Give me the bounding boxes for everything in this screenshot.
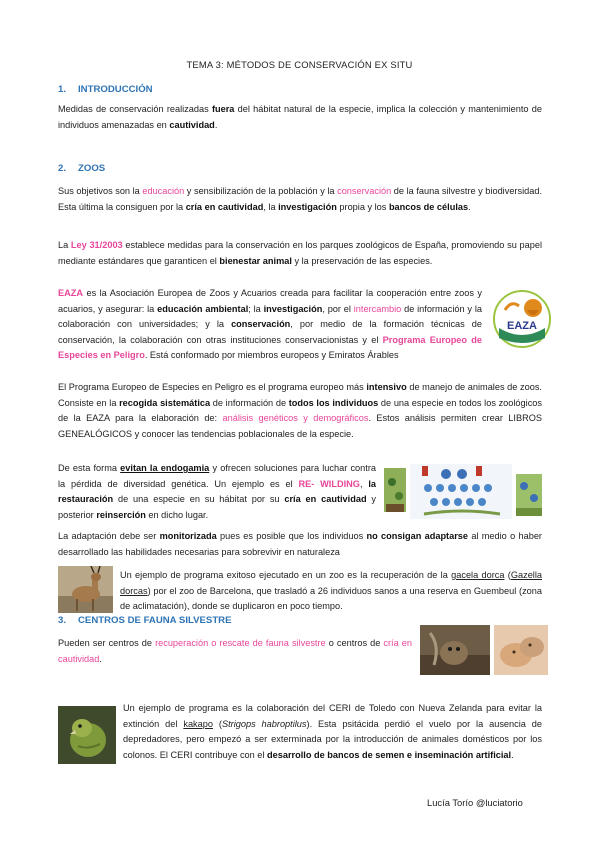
gazelle-photo — [58, 566, 113, 613]
programa-europeo-paragraph: El Programa Europeo de Especies en Peligro es el programa europeo más intensivo de manejo de animales de zoos. Consiste en la recogida sistemática de información de todos los individuos de una especie en todos los zoológicos de la EAZA para la elaboración de: análisis genéticos y demográficos. Estos análisis permiten crear LIBROS GENEALÓGICOS y conocer las tendencias poblacionales de la especie. — [58, 382, 543, 439]
section-heading-introduccion — [58, 84, 153, 95]
kakapo-paragraph: Un ejemplo de programa es la colaboración del CERI de Toledo con Nueva Zelanda para evitar la extinción del kakapo (Strigops habroptilus). Esta psitácida perdió el vuelo por la ausencia de depredadores, pero empezó a ser exterminada por la introducción de animales domésticos por los colonos. El CERI contribuye con el desarrollo de bancos de semen e inseminación artificial. — [123, 703, 542, 760]
page-title: TEMA 3: MÉTODOS DE CONSERVACIÓN EX SITU — [186, 59, 413, 70]
lynx-cubs-photo — [494, 625, 548, 675]
section-number: 3. — [58, 615, 67, 626]
section-label: INTRODUCCIÓN — [78, 84, 153, 95]
section-number: 2. — [58, 163, 67, 174]
rewilding-illustration — [384, 460, 542, 523]
wildlife-rescue-photo — [420, 625, 490, 675]
intro-paragraph: Medidas de conservación realizadas fuera del hábitat natural de la especie, implica la colección y mantenimiento de individuos amenazadas en cautividad. — [58, 104, 542, 130]
section-heading-zoos — [58, 163, 105, 174]
footer-author: Lucía Torío @luciatorio — [427, 797, 523, 808]
centros-paragraph: Pueden ser centros de recuperación o rescate de fauna silvestre o centros de cría en cautividad. — [58, 638, 413, 664]
eaza-logo — [493, 290, 551, 348]
adaptacion-paragraph: La adaptación debe ser monitorizada pues es posible que los individuos no consigan adaptarse al medio o haber desarrollado las habilidades necesarias para sobrevivir en naturaleza — [58, 531, 542, 557]
zoos-objectives-paragraph: Sus objetivos son la educación y sensibilización de la población y la conservación de la fauna silvestre y biodiversidad. Esta última la consiguen por la cría en cautividad, la investigación propia y los bancos de células. — [58, 186, 543, 212]
ley-paragraph: La Ley 31/2003 establece medidas para la conservación en los parques zoológicos de España, promoviendo su papel mediante estándares que garanticen el bienestar animal y la preservación de las especies. — [58, 240, 542, 266]
section-label: CENTROS DE FAUNA SILVESTRE — [78, 615, 232, 626]
section-heading-centros — [58, 615, 232, 626]
endogamia-paragraph: De esta forma evitan la endogamia y ofrecen soluciones para luchar contra la pérdida de diversidad genética. Un ejemplo es el RE- WILDING, la restauración de una especie en su hábitat por su cría en cautividad y posterior reinserción en dicho lugar. — [58, 463, 376, 520]
kakapo-photo — [58, 706, 116, 764]
gacela-paragraph: Un ejemplo de programa exitoso ejecutado en un zoo es la recuperación de la gacela dorca (Gazella dorcas) por el zoo de Barcelona, que trasladó a 26 individuos sanos a una reserva en Guembeul (zona de aclimatación), donde se duplicaron en poco tiempo. — [120, 570, 542, 611]
svg-text:EAZA: EAZA — [507, 320, 537, 332]
section-label: ZOOS — [78, 163, 106, 174]
eaza-paragraph: EAZA es la Asociación Europea de Zoos y Acuarios creada para facilitar la cooperación entre zoos y acuarios, y asegurar: la educación ambiental; la investigación, por el intercambio de información y la colaboración con universidades; y la conservación, por medio de la formación técnicas de conservación, la colaboración con otras instituciones conservacionistas y el Programa Europeo de Especies en Peligro. Está conformado por miembros europeos y Emiratos Árables — [58, 288, 482, 360]
section-number: 1. — [58, 84, 67, 95]
